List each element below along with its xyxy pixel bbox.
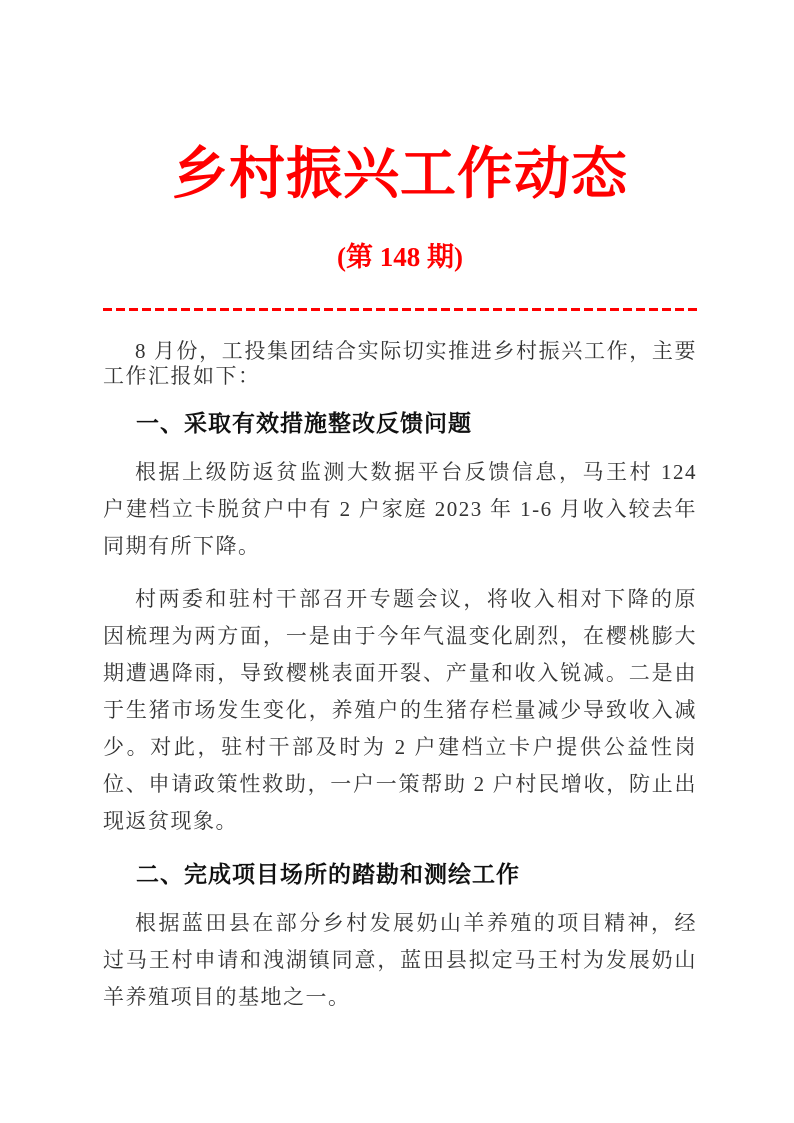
dashed-divider (103, 308, 697, 311)
issue-number: (第 148 期) (337, 242, 463, 272)
document-body (103, 339, 697, 1016)
body-paragraph: 8 月份，工投集团结合实际切实推进乡村振兴工作，主要工作汇报如下： (103, 339, 697, 388)
body-paragraph: 村两委和驻村干部召开专题会议，将收入相对下降的原因梳理为两方面，一是由于今年气温变化剧烈，在樱桃膨大期遭遇降雨，导致樱桃表面开裂、产量和收入锐减。二是由于生猪市场发生变化，养殖户的生猪存栏量减少导致收入减少。对此，驻村干部及时为 2 户建档立卡户提供公益性岗位、申请政策性救助，一户一策帮助 2 户村民增收，防止出现返贫现象。 (103, 587, 697, 833)
body-paragraph: 根据上级防返贫监测大数据平台反馈信息，马王村 124 户建档立卡脱贫户中有 2 户家庭 2023 年 1-6 月收入较去年同期有所下降。 (103, 460, 697, 558)
section-heading: 一、采取有效措施整改反馈问题 (136, 410, 472, 436)
body-paragraph: 根据蓝田县在部分乡村发展奶山羊养殖的项目精神，经过马王村申请和洩湖镇同意，蓝田县拟定马王村为发展奶山羊养殖项目的基地之一。 (103, 911, 697, 1009)
page-title: 乡村振兴工作动态 (172, 144, 628, 206)
section-heading: 二、完成项目场所的踏勘和测绘工作 (136, 861, 520, 887)
